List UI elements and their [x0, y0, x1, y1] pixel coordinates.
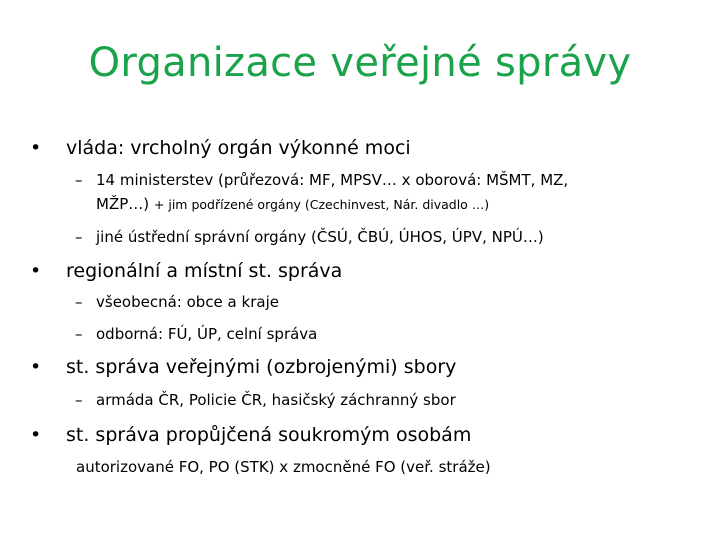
sub-item-text: jiné ústřední správní orgány (ČSÚ, ČBÚ, ÚHOS, ÚPV, NPÚ…) — [96, 228, 544, 246]
sub-item — [75, 171, 569, 189]
sub-item — [75, 228, 544, 246]
bullet-icon: • — [30, 356, 42, 378]
bullet-text: regionální a místní st. správa — [66, 260, 343, 282]
sub-item-continuation — [96, 195, 489, 213]
sub-item-text: 14 ministerstev (průřezová: MF, MPSV… x oborová: MŠMT, MZ, — [96, 171, 569, 189]
note-text: autorizované FO, PO (STK) x zmocněné FO (veř. stráže) — [76, 458, 491, 476]
sub-item-small-text: + jim podřízené orgány (Czechinvest, Nár. divadlo …) — [153, 197, 490, 212]
bullet-icon: • — [30, 424, 42, 446]
sub-item-text: armáda ČR, Policie ČR, hasičský záchranný sbor — [96, 391, 456, 409]
sub-item-text: odborná: FÚ, ÚP, celní správa — [96, 325, 318, 343]
bullet-icon: • — [30, 260, 42, 282]
bullet-text: vláda: vrcholný orgán výkonné moci — [66, 137, 411, 159]
dash-icon: – — [75, 325, 83, 343]
sub-item-text: všeobecná: obce a kraje — [96, 293, 279, 311]
dash-icon: – — [75, 228, 83, 246]
bullet-item — [30, 424, 472, 446]
dash-icon: – — [75, 391, 83, 409]
sub-item-text: MŽP…) — [96, 195, 150, 213]
bullet-icon: • — [30, 137, 42, 159]
sub-item — [75, 391, 456, 409]
bullet-item — [30, 356, 457, 378]
bullet-text: st. správa veřejnými (ozbrojenými) sbory — [66, 356, 457, 378]
dash-icon: – — [75, 171, 83, 189]
sub-item — [75, 293, 279, 311]
bullet-item — [30, 137, 411, 159]
bullet-text: st. správa propůjčená soukromým osobám — [66, 424, 472, 446]
dash-icon: – — [75, 293, 83, 311]
bullet-item — [30, 260, 343, 282]
sub-item — [75, 325, 318, 343]
slide-title: Organizace veřejné správy — [88, 40, 632, 86]
